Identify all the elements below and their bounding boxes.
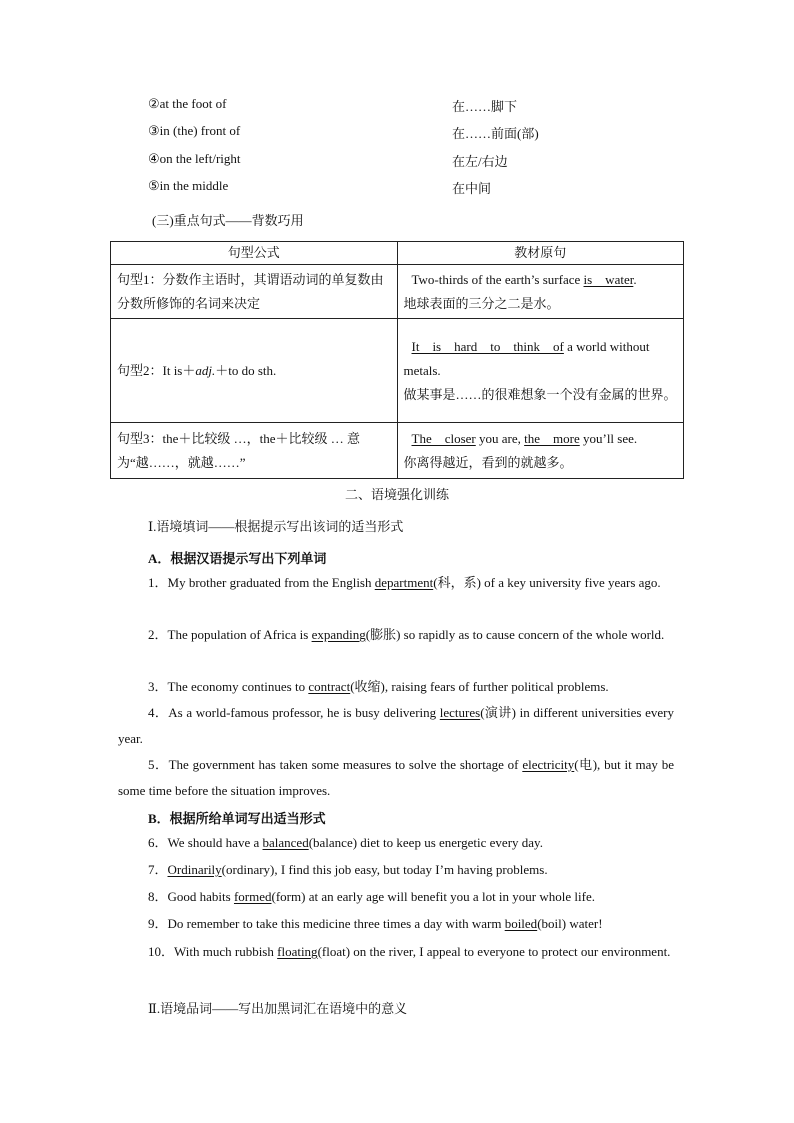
item-text: (balance) diet to keep us energetic every day. — [308, 835, 543, 850]
item-text: Good habits — [167, 889, 234, 904]
item-number: 1． — [148, 575, 168, 590]
example-en: . — [633, 271, 637, 287]
answer-blank: boiled — [504, 916, 538, 931]
answer-blank: department — [374, 575, 434, 590]
item-number: 5． — [148, 757, 169, 772]
exercise-item-1 — [118, 570, 674, 596]
item-text: We should have a — [167, 835, 263, 850]
exercise-item-5 — [118, 752, 674, 804]
pattern-text: ＋to do sth. — [215, 362, 277, 378]
exercise-heading: Ⅱ.语境品词——写出加黑词汇在语境中的意义 — [148, 1001, 408, 1016]
answer-blank: contract — [308, 679, 351, 694]
item-text: (演讲) in different universities every year. — [118, 705, 674, 746]
example-en: Two-thirds of the earth’s surface — [411, 271, 584, 287]
table-row — [111, 423, 684, 479]
phrase-en-3: ④on the left/right — [148, 151, 241, 166]
exercise-item-10 — [118, 939, 674, 965]
item-text: My brother graduated from the English — [167, 575, 375, 590]
item-number: 2． — [148, 627, 168, 642]
pattern-text: 句型2：It is＋ — [117, 362, 196, 378]
exercise-item-9 — [118, 911, 674, 937]
example-en: a world without metals. — [403, 338, 650, 378]
answer-blank: electricity — [522, 757, 575, 772]
item-number: 6． — [148, 835, 168, 850]
answer-blank: is water — [583, 271, 634, 287]
item-number: 7． — [148, 862, 168, 877]
part-title: 二、语境强化训练 — [344, 487, 449, 502]
example-en: you are, — [475, 430, 525, 446]
item-text: (膨胀) so rapidly as to cause concern of the whole world. — [365, 627, 665, 642]
item-text: The government has taken some measures to solve the shortage of — [168, 757, 523, 772]
pattern-cell: 句型1：分数作主语时，其谓语动词的单复数由分数所修饰的名词来决定 — [111, 265, 398, 319]
table-header: 句型公式 — [111, 242, 398, 265]
table-header-row — [111, 242, 684, 265]
phrase-zh-1: 在……脚下 — [452, 99, 518, 114]
answer-blank: floating — [277, 944, 318, 959]
phrase-zh-2: 在……前面(部) — [452, 126, 539, 141]
sentence-pattern-table — [110, 241, 684, 479]
example-cell — [397, 265, 684, 319]
exercise-item-3 — [118, 674, 674, 700]
item-text: (form) at an early age will benefit you a lot in your whole life. — [271, 889, 595, 904]
exercise-item-6 — [118, 830, 674, 856]
item-text: (float) on the river, I appeal to everyone to protect our environment. — [317, 944, 671, 959]
answer-blank: The closer — [411, 430, 476, 446]
exercise-item-7 — [118, 857, 674, 883]
item-text: (电), but it may be some time before the situation improves. — [118, 757, 674, 798]
item-number: 9． — [148, 916, 168, 931]
pattern-cell — [111, 319, 398, 423]
phrase-zh-4: 在中间 — [452, 181, 492, 196]
table-header: 教材原句 — [397, 242, 684, 265]
phrase-en-1: ②at the foot of — [148, 96, 227, 111]
item-text: (boil) water! — [537, 916, 603, 931]
exercise-heading: Ⅰ.语境填词——根据提示写出该词的适当形式 — [148, 519, 404, 534]
phrase-zh-3: 在左/右边 — [452, 154, 508, 169]
example-zh: 地球表面的三分之二是水。 — [403, 295, 560, 311]
item-text: With much rubbish — [174, 944, 278, 959]
item-number: 3． — [148, 679, 168, 694]
section-title: (三)重点句式——背数巧用 — [152, 213, 304, 228]
item-number: 4． — [148, 705, 169, 720]
phrase-en-4: ⑤in the middle — [148, 178, 229, 193]
table-row — [111, 265, 684, 319]
answer-blank: Ordinarily — [167, 862, 222, 877]
item-number: 10． — [148, 944, 175, 959]
item-text: Do remember to take this medicine three times a day with warm — [167, 916, 505, 931]
answer-blank: the more — [524, 430, 580, 446]
pattern-cell: 句型3：the＋比较级 …，the＋比较级 … 意为“越……，就越……” — [111, 423, 398, 479]
exercise-item-4 — [118, 700, 674, 752]
example-cell — [397, 423, 684, 479]
exercise-item-8 — [118, 884, 674, 910]
exercise-item-2 — [118, 622, 674, 648]
example-zh: 做某事是……的很难想象一个没有金属的世界。 — [403, 386, 677, 402]
answer-blank: expanding — [311, 627, 366, 642]
sub-heading-b: B．根据所给单词写出适当形式 — [148, 811, 326, 826]
example-cell — [397, 319, 684, 423]
sub-heading-a: A．根据汉语提示写出下列单词 — [148, 551, 327, 566]
answer-blank: formed — [233, 889, 272, 904]
answer-blank: lectures — [439, 705, 481, 720]
answer-blank: balanced — [262, 835, 309, 850]
item-number: 8． — [148, 889, 168, 904]
table-row — [111, 319, 684, 423]
item-text: (科，系) of a key university five years ago. — [433, 575, 661, 590]
example-zh: 你离得越近，看到的就越多。 — [403, 454, 573, 470]
answer-blank: It is hard to think of — [411, 338, 564, 354]
phrase-en-2: ③in (the) front of — [148, 123, 241, 138]
item-text: The population of Africa is — [167, 627, 312, 642]
item-text: (ordinary), I find this job easy, but today I’m having problems. — [221, 862, 548, 877]
example-en: you’ll see. — [579, 430, 638, 446]
item-text: The economy continues to — [167, 679, 309, 694]
item-text: (收缩), raising fears of further political problems. — [350, 679, 609, 694]
pattern-text: adj. — [195, 362, 216, 378]
item-text: As a world-famous professor, he is busy delivering — [168, 705, 440, 720]
